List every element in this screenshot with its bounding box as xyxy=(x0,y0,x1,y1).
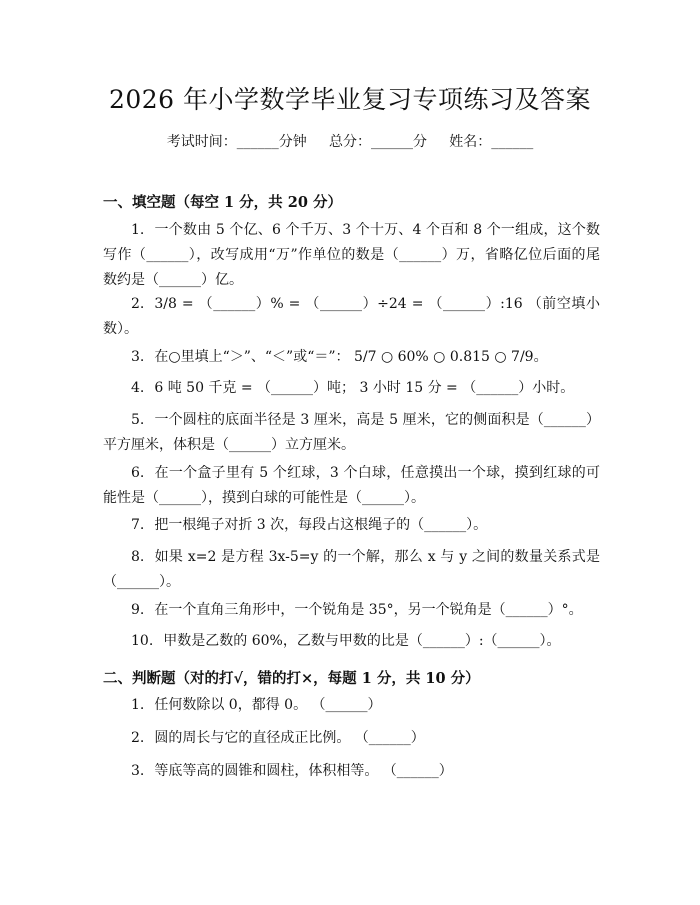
question-number: 1. xyxy=(131,222,145,238)
section-heading-fill-in: 一、填空题（每空 1 分，共 20 分） xyxy=(103,194,342,211)
question-text: 一个数由 5 个亿、6 个千万、3 个十万、4 个百和 8 个一组成，这个数写作（______），改写成用“万”作单位的数是（______）万，省略亿位后面的尾数约是（______）亿。 xyxy=(103,222,600,288)
question-item xyxy=(103,218,600,293)
document-title: 2026 年小学数学毕业复习专项练习及答案 xyxy=(108,85,592,114)
question-item xyxy=(103,345,600,370)
question-text: 在一个直角三角形中，一个锐角是 35°，另一个锐角是（______）°。 xyxy=(154,602,583,618)
question-number: 9. xyxy=(131,602,145,618)
question-item xyxy=(103,292,600,342)
question-text: 6 吨 50 千克 = （______）吨； 3 小时 15 分 = （______）小时。 xyxy=(154,380,575,396)
question-number: 6. xyxy=(131,465,145,481)
question-text: 一个圆柱的底面半径是 3 厘米，高是 5 厘米，它的侧面积是（______）平方厘米，体积是（______）立方厘米。 xyxy=(103,412,600,453)
question-item xyxy=(103,408,600,458)
question-text: 任何数除以 0，都得 0。 （______） xyxy=(154,697,382,713)
question-item xyxy=(103,513,600,538)
question-number: 2. xyxy=(131,730,145,746)
question-number: 1. xyxy=(131,697,145,713)
question-number: 3. xyxy=(131,763,145,779)
question-number: 5. xyxy=(131,412,145,428)
question-item xyxy=(103,629,600,654)
question-text: 把一根绳子对折 3 次，每段占这根绳子的（______）。 xyxy=(154,517,488,533)
question-number: 7. xyxy=(131,517,145,533)
question-number: 2. xyxy=(131,296,145,312)
question-text: 在○里填上“＞”、“＜”或“＝”： 5/7 ○ 60% ○ 0.815 ○ 7/9。 xyxy=(154,349,548,365)
question-item xyxy=(103,545,600,595)
question-text: 圆的周长与它的直径成正比例。 （______） xyxy=(154,730,425,746)
question-text: 3/8 = （______）% = （______）÷24 = （______）:16 （前空填小数）。 xyxy=(103,296,600,337)
question-number: 10. xyxy=(131,633,154,649)
question-item xyxy=(103,759,600,784)
question-item xyxy=(103,598,600,623)
question-item xyxy=(103,376,600,401)
question-number: 4. xyxy=(131,380,145,396)
question-text: 在一个盒子里有 5 个红球，3 个白球，任意摸出一个球，摸到红球的可能性是（______），摸到白球的可能性是（______）。 xyxy=(103,465,600,506)
question-item xyxy=(103,461,600,511)
question-number: 3. xyxy=(131,349,145,365)
section-heading-true-false: 二、判断题（对的打√，错的打×，每题 1 分，共 10 分） xyxy=(103,670,480,687)
question-item xyxy=(103,693,600,718)
question-text: 如果 x=2 是方程 3x-5=y 的一个解，那么 x 与 y 之间的数量关系式是（______）。 xyxy=(103,549,600,590)
exam-info-line: 考试时间：______分钟 总分：______分 姓名：______ xyxy=(166,134,534,150)
question-number: 8. xyxy=(131,549,145,565)
question-text: 等底等高的圆锥和圆柱，体积相等。 （______） xyxy=(154,763,453,779)
question-item xyxy=(103,726,600,751)
question-text: 甲数是乙数的 60%，乙数与甲数的比是（______）:（______）。 xyxy=(163,633,561,649)
